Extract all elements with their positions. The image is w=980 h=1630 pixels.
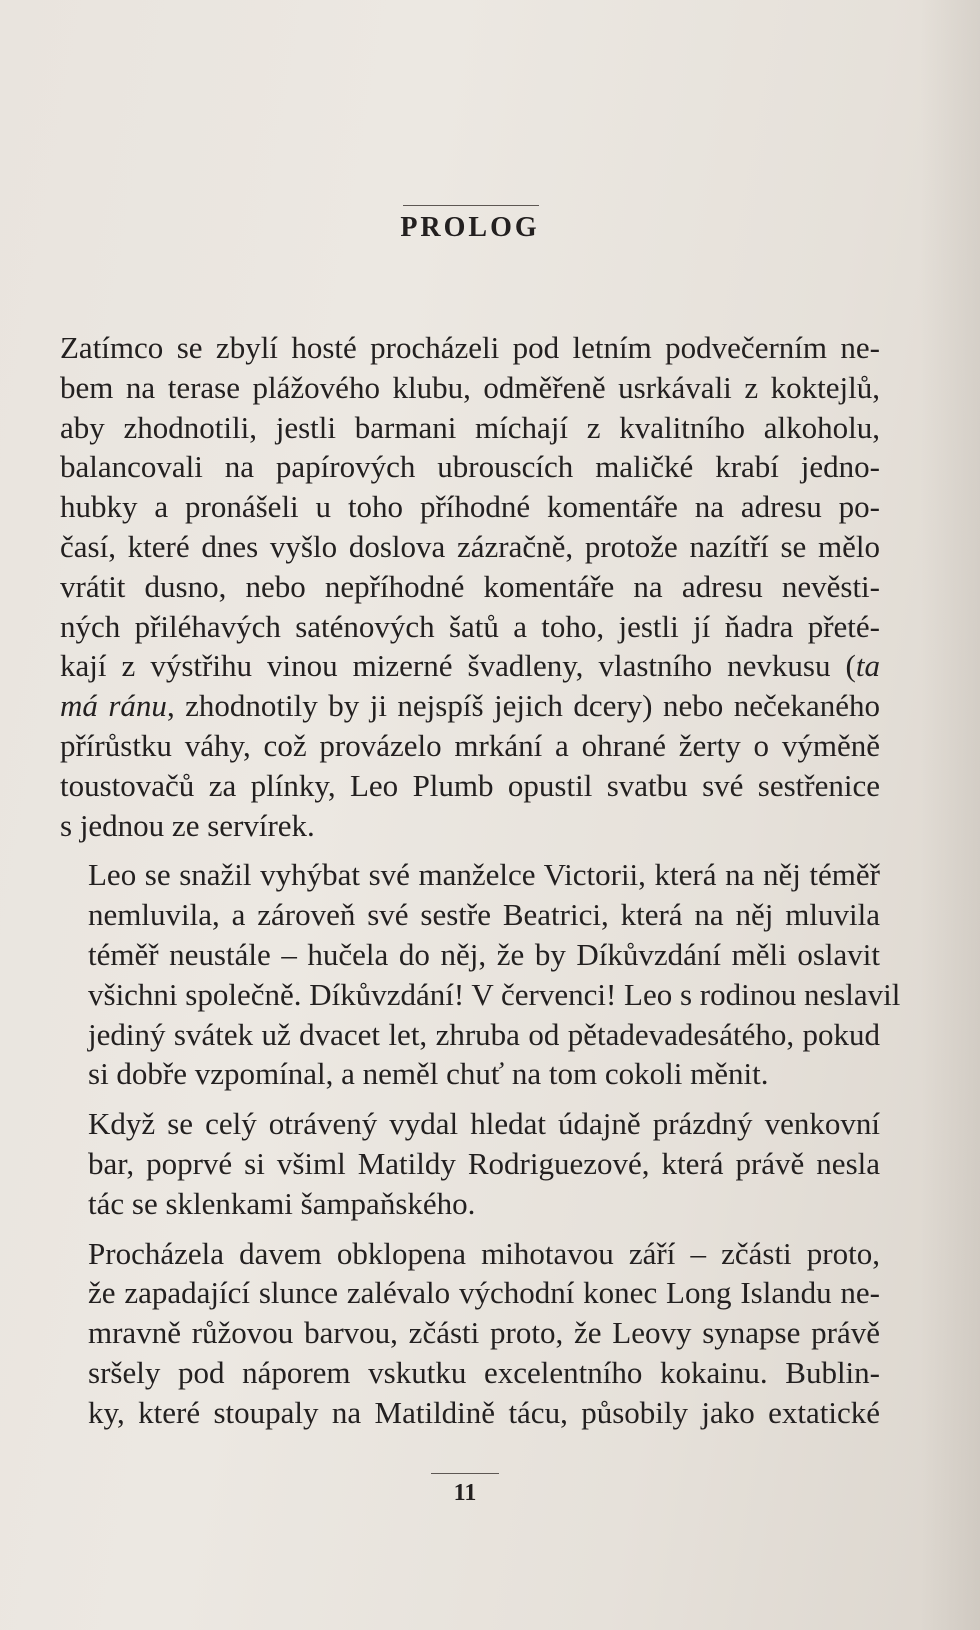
paragraph-2 <box>60 855 901 1094</box>
text-line: hubky a pronášeli u toho příhodné komentáře na adresu po- <box>60 489 880 525</box>
page-number-rule <box>431 1473 499 1474</box>
text-line: vrátit dusno, nebo nepříhodné komentáře na adresu nevěsti- <box>60 568 880 604</box>
chapter-title-rule <box>403 205 539 206</box>
paragraph-3 <box>60 1104 880 1223</box>
text-line: Procházela davem obklopena mihotavou září – zčásti proto, <box>88 1235 880 1271</box>
text-line: aby zhodnotili, jestli barmani míchají z kvalitního alkoholu, <box>60 409 880 445</box>
text-line: Leo se snažil vyhýbat své manželce Victorii, která na něj téměř <box>88 857 880 893</box>
paragraph-1 <box>60 328 880 845</box>
text-segment: kají z výstřihu vinou mizerné švadleny, vlastního nevkusu ( <box>60 648 856 684</box>
body-text <box>60 328 901 1433</box>
page-number: 11 <box>453 1480 477 1506</box>
text-line: si dobře vzpomínal, a neměl chuť na tom cokoli měnit. <box>88 1056 769 1092</box>
text-line: Když se celý otrávený vydal hledat údajně prázdný venkovní <box>88 1106 880 1142</box>
text-line: časí, které dnes vyšlo doslova zázračně, protože nazítří se mělo <box>60 528 880 564</box>
text-line: ných přiléhavých saténových šatů a toho, jestli jí ňadra přeté- <box>60 608 880 644</box>
text-segment: , zhodnotily by ji nejspíš jejich dcery) nebo nečekaného <box>166 688 881 724</box>
text-line: že zapadající slunce zalévalo východní konec Long Islandu ne- <box>88 1275 880 1311</box>
text-line: toustovačů za plínky, Leo Plumb opustil svatbu své sestřenice <box>60 767 880 803</box>
text-line: jediný svátek už dvacet let, zhruba od pětadevadesátého, pokud <box>88 1016 880 1052</box>
paragraph-4 <box>60 1234 880 1433</box>
text-line: ky, které stoupaly na Matildině tácu, působily jako extatické <box>88 1394 880 1430</box>
text-line: bar, poprvé si všiml Matildy Rodriguezové, která právě nesla <box>88 1145 880 1181</box>
text-line: sršely pod náporem vskutku excelentního kokainu. Bublin- <box>88 1354 880 1390</box>
text-line: téměř neustále – hučela do něj, že by Díkůvzdání měli oslavit <box>88 936 880 972</box>
text-line: bem na terase plážového klubu, odměřeně usrkávali z koktejlů, <box>60 369 880 405</box>
text-line-with-italic <box>60 646 880 686</box>
text-line: nemluvila, a zároveň své sestře Beatrici, která na něj mluvila <box>88 897 880 933</box>
text-line: mravně růžovou barvou, zčásti proto, že Leovy synapse právě <box>88 1315 880 1351</box>
text-line: tác se sklenkami šampaňského. <box>88 1185 476 1221</box>
chapter-title: PROLOG <box>400 212 540 243</box>
text-line: všichni společně. Díkůvzdání! V červenci! Leo s rodinou neslavil <box>88 976 901 1012</box>
text-line: Zatímco se zbylí hosté procházeli pod letním podvečerním ne- <box>60 330 880 365</box>
italic-segment: má ránu <box>60 688 167 724</box>
page-shadow <box>920 0 980 1630</box>
italic-segment: ta <box>855 648 880 684</box>
text-line: s jednou ze servírek. <box>60 807 315 843</box>
text-line: přírůstku váhy, což provázelo mrkání a ohrané žerty o výměně <box>60 727 880 763</box>
text-line-with-italic <box>60 686 880 726</box>
text-line: balancovali na papírových ubrouscích maličké krabí jedno- <box>60 449 880 485</box>
